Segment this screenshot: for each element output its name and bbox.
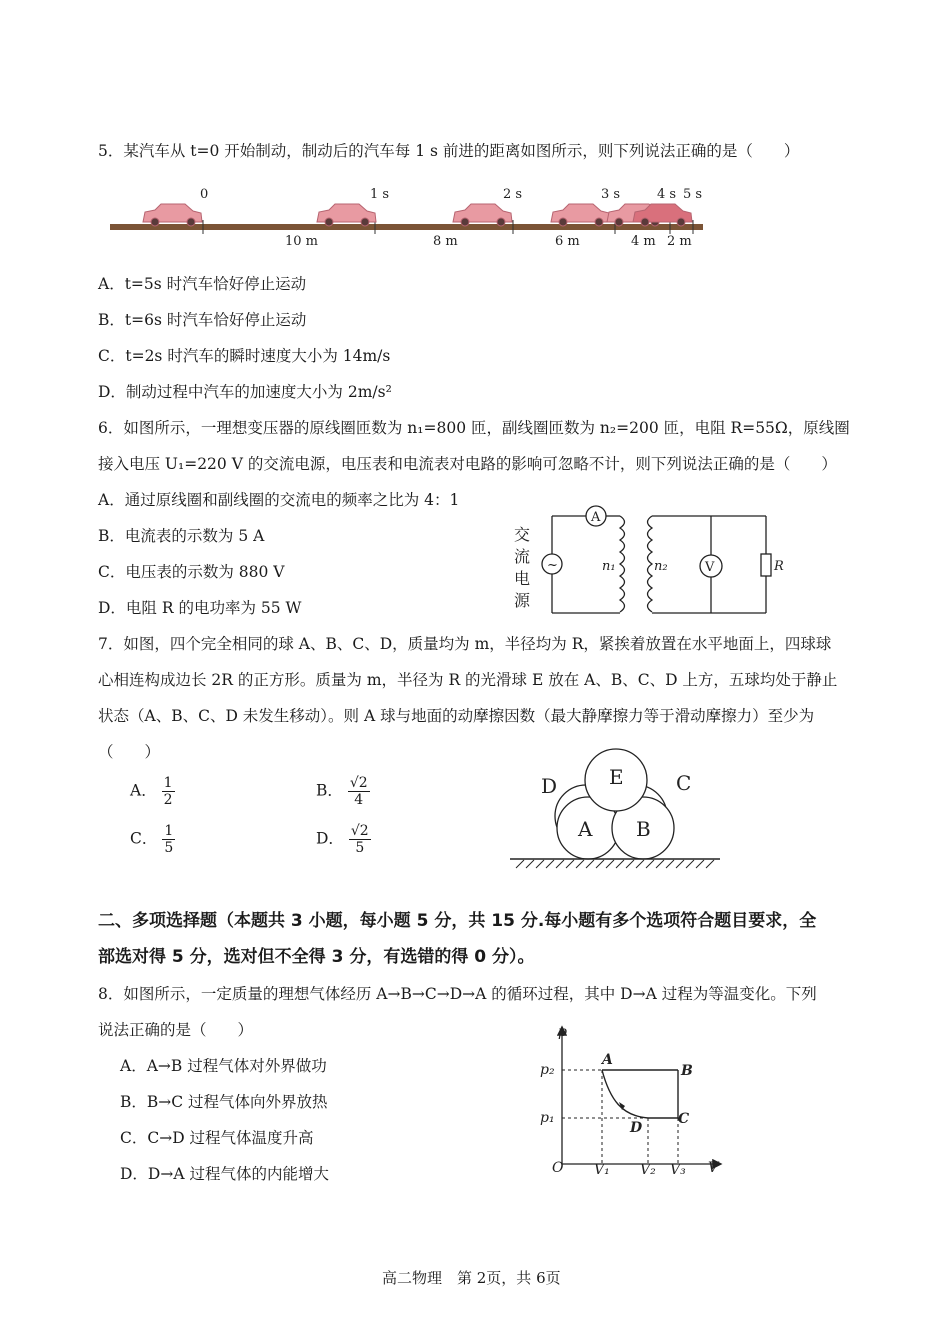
ball-label: A — [578, 817, 593, 841]
q8-option-c: C．C→D 过程气体温度升高 — [120, 1129, 314, 1147]
point-b-label: B — [681, 1063, 693, 1079]
time-label: 1 s — [370, 187, 390, 202]
q7-stem-line3: 状态（A、B、C、D 未发生移动）。则 A 球与地面的动摩擦因数（最大静摩擦力等于滑动摩擦力）至少为 — [98, 707, 815, 725]
point-a-label: A — [602, 1052, 613, 1068]
q8-pv-diagram — [530, 1022, 730, 1182]
q6-stem-line1: 6．如图所示，一理想变压器的原线圈匝数为 n₁=800 匝，副线圈匝数为 n₂=200 匝，电阻 R=55Ω，原线圈 — [98, 419, 850, 437]
car-icon — [317, 204, 376, 226]
ground-strip — [110, 224, 703, 230]
origin-label: O — [552, 1160, 564, 1176]
point-c-label: C — [678, 1111, 690, 1127]
distance-label: 4 m — [631, 234, 656, 249]
section2-heading-line2: 部选对得 5 分，选对但不全得 3 分，有选错的得 0 分）。 — [98, 947, 535, 967]
car-icon — [143, 204, 202, 226]
p-axis-label: p — [558, 1024, 567, 1040]
q6-option-a: A．通过原线圈和副线圈的交流电的频率之比为 4：1 — [98, 491, 460, 509]
q5-option-c: C．t=2s 时汽车的瞬时速度大小为 14m/s — [98, 347, 391, 365]
q8-option-a: A．A→B 过程气体对外界做功 — [120, 1057, 327, 1075]
cycle-path — [602, 1070, 678, 1118]
n2-label: n₂ — [654, 559, 668, 574]
q5-option-b: B．t=6s 时汽车恰好停止运动 — [98, 311, 307, 329]
source-char: 流 — [514, 547, 531, 566]
source-char: 电 — [514, 569, 531, 588]
ball-label: C — [676, 771, 692, 795]
time-label: 3 s — [601, 187, 621, 202]
car-icons — [143, 204, 692, 226]
v-axis-label: V — [708, 1160, 719, 1176]
time-label: 2 s — [503, 187, 523, 202]
n1-label: n₁ — [602, 559, 616, 574]
q5-option-a: A．t=5s 时汽车恰好停止运动 — [98, 275, 307, 293]
v2-label: V₂ — [640, 1162, 656, 1178]
q6-stem-line2: 接入电压 U₁=220 V 的交流电源，电压表和电流表对电路的影响可忽略不计，则下列说法正确的是（ ） — [98, 455, 837, 473]
distance-label: 6 m — [555, 234, 580, 249]
ac-symbol: ~ — [547, 558, 558, 573]
source-char: 交 — [514, 525, 531, 544]
ground-hatch — [516, 860, 714, 868]
q7-stem-line1: 7．如图，四个完全相同的球 A、B、C、D，质量均为 m，半径均为 R，紧挨着放置在水平地面上，四球球 — [98, 635, 832, 653]
q7-balls-figure — [508, 748, 723, 870]
distance-label: 8 m — [433, 234, 458, 249]
time-label: 0 — [200, 187, 209, 202]
distance-label: 2 m — [667, 234, 692, 249]
q5-car-figure — [105, 180, 715, 252]
q8-stem-line2: 说法正确的是（ ） — [98, 1021, 254, 1039]
q6-option-d: D．电阻 R 的电功率为 55 W — [98, 599, 302, 617]
section2-heading-line1: 二、多项选择题（本题共 3 小题，每小题 5 分，共 15 分.每小题有多个选项符合题目要求，全 — [98, 911, 817, 931]
q7-option-a: A． $\frac{1}{2}$ — [130, 775, 173, 808]
distance-label: 10 m — [285, 234, 319, 249]
p1-label: p₁ — [540, 1110, 555, 1126]
v1-label: V₁ — [594, 1162, 610, 1178]
q6-option-c: C．电压表的示数为 880 V — [98, 563, 285, 581]
p2-label: p₂ — [540, 1062, 555, 1078]
page-footer: 高二物理 第 2页，共 6页 — [382, 1269, 561, 1287]
q5-stem: 5．某汽车从 t=0 开始制动，制动后的汽车每 1 s 前进的距离如图所示，则下列说法正确的是（ ） — [98, 142, 800, 160]
q6-transformer-circuit — [508, 500, 784, 620]
ball-label: B — [636, 817, 651, 841]
q6-option-b: B．电流表的示数为 5 A — [98, 527, 265, 545]
car-icon — [453, 204, 512, 226]
ball-label: E — [609, 765, 624, 789]
resistor-label: R — [774, 559, 784, 574]
v3-label: V₃ — [670, 1162, 686, 1178]
q8-stem-line1: 8．如图所示，一定质量的理想气体经历 A→B→C→D→A 的循环过程，其中 D→A 过程为等温变化。下列 — [98, 985, 817, 1003]
q7-option-b: B． $\frac{√2}{4}$ — [316, 775, 368, 808]
q7-stem-line4: （ ） — [98, 743, 161, 761]
q7-option-d: D． $\frac{√2}{5}$ — [316, 823, 369, 856]
point-d-label: D — [630, 1120, 643, 1136]
source-char: 源 — [514, 591, 531, 610]
q8-option-b: B．B→C 过程气体向外界放热 — [120, 1093, 328, 1111]
ammeter-label: A — [591, 510, 601, 525]
ball-label: D — [541, 774, 558, 798]
q7-option-c: C． $\frac{1}{5}$ — [130, 823, 174, 856]
q5-option-d: D．制动过程中汽车的加速度大小为 2m/s² — [98, 383, 392, 401]
time-label: 5 s — [683, 187, 703, 202]
q7-stem-line2: 心相连构成边长 2R 的正方形。质量为 m，半径为 R 的光滑球 E 放在 A、B、C、D 上方，五球均处于静止 — [98, 671, 838, 689]
time-label: 4 s — [657, 187, 677, 202]
voltmeter-label: V — [705, 560, 715, 575]
car-icon — [551, 204, 610, 226]
q8-option-d: D．D→A 过程气体的内能增大 — [120, 1165, 329, 1183]
